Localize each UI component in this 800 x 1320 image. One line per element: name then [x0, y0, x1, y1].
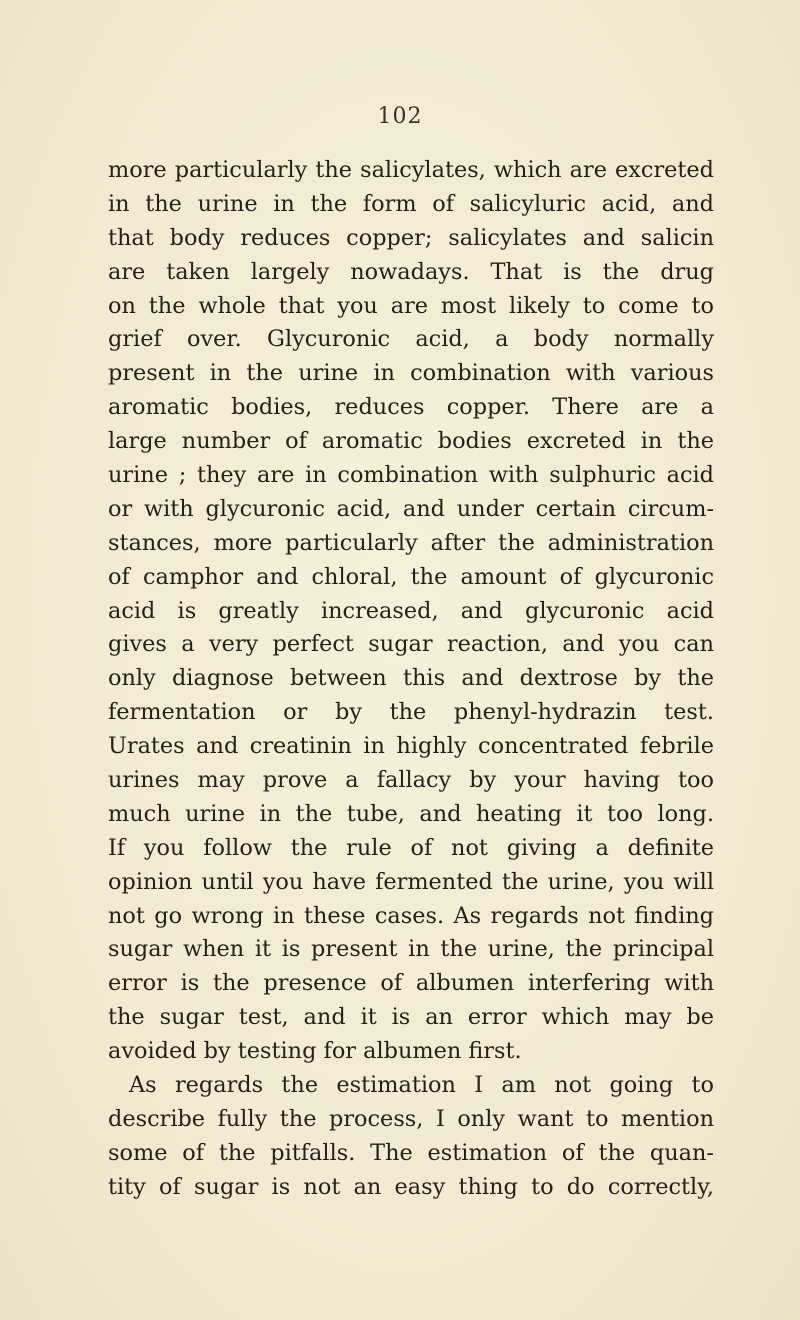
text-line: describe fully the process, I only want to mention — [108, 1105, 714, 1132]
text-line: acid is greatly increased, and glycuronic acid — [108, 597, 714, 624]
text-line: If you follow the rule of not giving a definite — [108, 834, 714, 861]
text-line: avoided by testing for albumen first. — [108, 1038, 522, 1065]
text-line: large number of aromatic bodies excreted in the — [108, 428, 714, 455]
text-line: on the whole that you are most likely to come to — [108, 292, 714, 319]
text-line: opinion until you have fermented the urine, you will — [108, 868, 714, 895]
text-line: sugar when it is present in the urine, the principal — [108, 936, 714, 963]
text-line: that body reduces copper; salicylates and salicin — [108, 224, 714, 251]
text-line: of camphor and chloral, the amount of glycuronic — [108, 563, 714, 590]
text-line: much urine in the tube, and heating it too long. — [108, 800, 714, 827]
text-line: gives a very perfect sugar reaction, and you can — [108, 631, 714, 658]
text-line: stances, more particularly after the administration — [108, 529, 714, 556]
text-line: or with glycuronic acid, and under certain circum- — [108, 495, 714, 522]
text-line: aromatic bodies, reduces copper. There are a — [108, 394, 714, 421]
text-line: error is the presence of albumen interfering with — [108, 970, 714, 997]
text-line: are taken largely nowadays. That is the drug — [108, 258, 714, 285]
page-number: 102 — [377, 104, 423, 129]
text-line: As regards the estimation I am not going to — [129, 1072, 714, 1099]
text-line: tity of sugar is not an easy thing to do correctly, — [108, 1173, 714, 1200]
text-line: only diagnose between this and dextrose by the — [108, 665, 714, 692]
text-line: the sugar test, and it is an error which may be — [108, 1004, 714, 1031]
text-line: fermentation or by the phenyl-hydrazin test. — [108, 699, 714, 726]
text-line: not go wrong in these cases. As regards not finding — [108, 902, 714, 929]
text-line: Urates and creatinin in highly concentrated febrile — [108, 733, 714, 760]
text-line: urines may prove a fallacy by your having too — [108, 767, 714, 794]
text-line: more particularly the salicylates, which are excreted — [108, 157, 714, 183]
text-line: urine ; they are in combination with sulphuric acid — [108, 462, 714, 489]
text-line: in the urine in the form of salicyluric acid, and — [108, 190, 714, 217]
text-line: grief over. Glycuronic acid, a body normally — [108, 326, 714, 353]
text-line: some of the pitfalls. The estimation of the quan- — [108, 1139, 714, 1166]
text-line: present in the urine in combination with various — [108, 360, 714, 387]
body-text — [108, 154, 714, 1205]
